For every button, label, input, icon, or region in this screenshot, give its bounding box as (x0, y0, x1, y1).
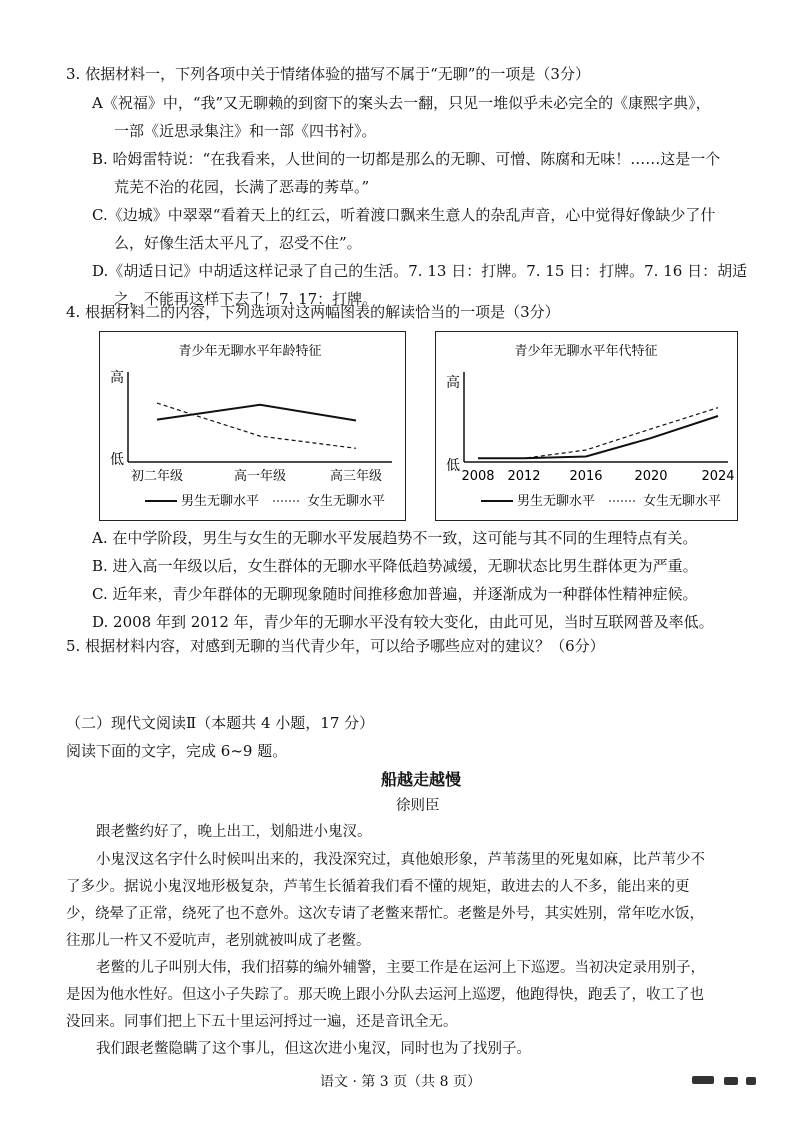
era-chart (435, 331, 738, 521)
q4-option-b: B. 进入高一年级以后，女生群体的无聊水平降低趋势减缓，无聊状态比男生群体更为严重。 (92, 557, 698, 575)
era-chart-svg (436, 332, 737, 520)
legend-female-label: 女生无聊水平 (643, 494, 722, 509)
x-tick-label: 2024 (701, 469, 735, 484)
article-paragraph-2-line4: 往那儿一杵又不爱吭声，老别就被叫成了老鳖。 (66, 933, 371, 949)
legend-female-label: 女生无聊水平 (307, 494, 386, 509)
y-tick-label: 高 (110, 370, 124, 386)
x-tick-label: 高三年级 (329, 469, 383, 484)
legend-male-label: 男生无聊水平 (517, 494, 596, 509)
q3-option-d-line1: D.《胡适日记》中胡适这样记录了自己的生活。7. 13 日：打牌。7. 15 日：打牌。7. 16 日：胡适 (92, 262, 748, 280)
q3-option-d-line2: 之，不能再这样下去了！7. 17：打牌。 (114, 290, 378, 308)
q3-option-c-line2: 么，好像生活太平凡了，忍受不住”。 (114, 234, 362, 252)
article-paragraph-2-line2: 了多少。据说小鬼汊地形极复杂，芦苇生长循着我们看不懂的规矩，敢进去的人不多，能出来的更 (66, 879, 690, 895)
q4-option-a: A. 在中学阶段，男生与女生的无聊水平发展趋势不一致，这可能与其不同的生理特点有关。 (92, 529, 698, 547)
x-tick-label: 2016 (569, 469, 603, 484)
q3-option-c-line1: C.《边城》中翠翠“看着天上的红云，听着渡口飘来生意人的杂乱声音，心中觉得好像缺少了什 (92, 206, 716, 224)
article-title: 船越走越慢 (381, 770, 462, 789)
q3-option-b-line2: 荒芜不治的花园，长满了恶毒的莠草。” (114, 178, 370, 196)
x-tick-label: 2008 (461, 469, 495, 484)
page-footer: 语文 · 第 3 页（共 8 页） (320, 1074, 481, 1090)
scan-smudge (724, 1077, 738, 1085)
chart-title: 青少年无聊水平年代特征 (514, 344, 658, 359)
q5-stem: 5. 根据材料内容，对感到无聊的当代青少年，可以给予哪些应对的建议？（6分） (66, 637, 605, 655)
age-chart (99, 331, 406, 521)
x-tick-label: 2020 (634, 469, 668, 484)
article-paragraph-2-line1: 小鬼汊这名字什么时候叫出来的，我没深究过，真他娘形象，芦苇荡里的死鬼如麻，比芦苇少不 (96, 852, 705, 868)
section2-instruction: 阅读下面的文字，完成 6~9 题。 (66, 742, 288, 760)
q3-option-b-line1: B. 哈姆雷特说：“在我看来，人世间的一切都是那么的无聊、可憎、陈腐和无味！……这是一个 (92, 150, 721, 168)
q4-stem: 4. 根据材料二的内容，下列选项对这两幅图表的解读恰当的一项是（3分） (66, 303, 560, 321)
q4-option-c: C. 近年来，青少年群体的无聊现象随时间推移愈加普遍，并逐渐成为一种群体性精神症候。 (92, 585, 698, 603)
article-paragraph-1: 跟老鳖约好了，晚上出工，划船进小鬼汊。 (96, 824, 372, 840)
y-tick-label: 高 (446, 375, 460, 391)
female-series-line (157, 403, 356, 448)
female-series-line (478, 408, 718, 459)
x-tick-label: 高一年级 (233, 469, 287, 484)
scan-smudge (692, 1076, 714, 1084)
age-chart-svg (100, 332, 405, 520)
legend-male-label: 男生无聊水平 (181, 494, 260, 509)
scan-smudge (746, 1077, 756, 1085)
x-tick-label: 初二年级 (130, 469, 184, 484)
article-paragraph-4: 我们跟老鳖隐瞒了这个事儿，但这次进小鬼汊，同时也为了找别子。 (96, 1041, 531, 1057)
chart-title: 青少年无聊水平年龄特征 (178, 344, 322, 359)
q3-option-a-line1: A《祝福》中，“我”又无聊赖的到窗下的案头去一翻，只见一堆似乎未必完全的《康熙字典》， (92, 94, 711, 112)
q4-option-d: D. 2008 年到 2012 年，青少年的无聊水平没有较大变化，由此可见，当时互联网普及率低。 (92, 613, 714, 631)
male-series-line (478, 416, 718, 458)
q3-option-a-line2: 一部《近思录集注》和一部《四书衬》。 (114, 122, 377, 140)
x-tick-label: 2012 (507, 469, 541, 484)
y-tick-label: 低 (110, 452, 124, 468)
article-paragraph-2-line3: 少，绕晕了正常，绕死了也不意外。这次专请了老鳖来帮忙。老鳖是外号，其实姓别，常年吃水饭， (66, 906, 704, 922)
article-paragraph-3-line3: 没回来。同事们把上下五十里运河捋过一遍，还是音讯全无。 (66, 1014, 458, 1030)
article-paragraph-3-line2: 是因为他水性好。但这小子失踪了。那天晚上跟小分队去运河上巡逻，他跑得快，跑丢了，收工了也 (66, 987, 704, 1003)
article-author: 徐则臣 (396, 798, 440, 814)
q3-stem: 3. 依据材料一，下列各项中关于情绪体验的描写不属于“无聊”的一项是（3分） (66, 65, 590, 83)
section2-header: （二）现代文阅读Ⅱ（本题共 4 小题，17 分） (66, 714, 375, 732)
y-tick-label: 低 (446, 458, 460, 474)
article-paragraph-3-line1: 老鳖的儿子叫别大伟，我们招募的编外辅警，主要工作是在运河上下巡逻。当初决定录用别子， (96, 960, 705, 976)
